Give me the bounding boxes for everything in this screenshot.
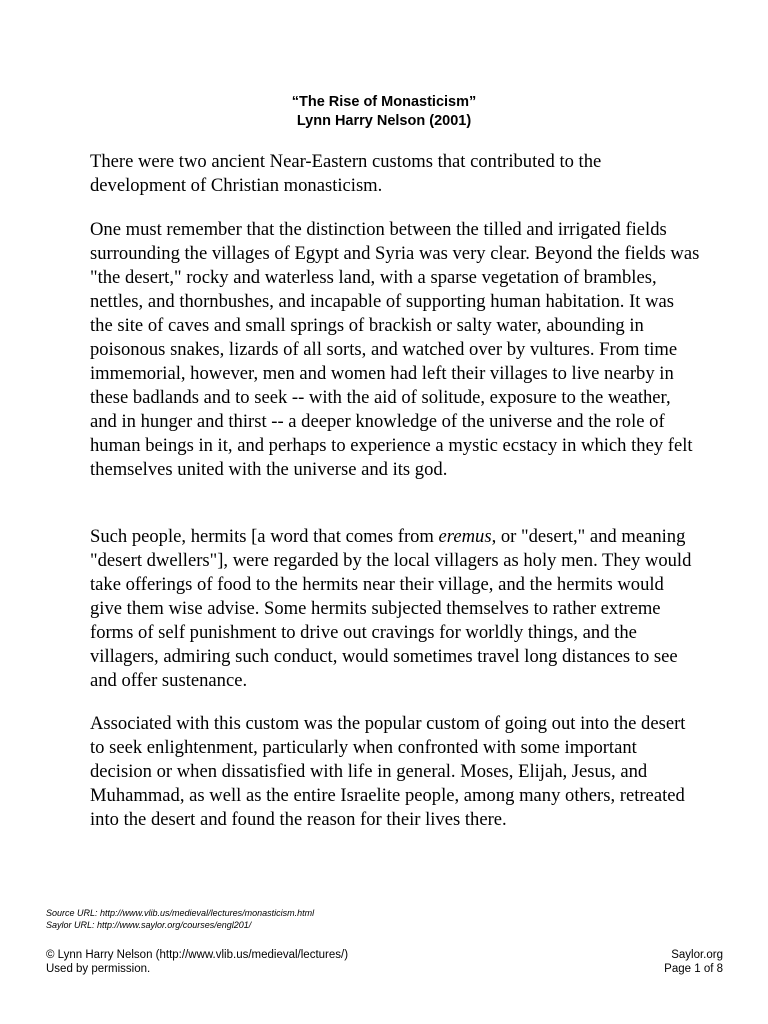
footer-right [664, 948, 723, 976]
document-title: “The Rise of Monasticism” [291, 94, 477, 110]
author-line: Lynn Harry Nelson (2001) [296, 113, 472, 129]
site-name: Saylor.org [671, 949, 723, 961]
footer-left [46, 948, 348, 976]
paragraph-3 [90, 525, 700, 693]
paragraph-3-text-end: , or "desert," and meaning "desert dwellers"], were regarded by the local villagers as holy men. They would take offerings of food to the hermits near their village, and the hermits would give them wise advise. Some hermits subjected themselves to rather extreme forms of self punishment to drive out cravings for worldly things, and the villagers, admiring such conduct, would sometimes travel long distances to see and offer sustenance. [90, 526, 692, 691]
paragraph-2: One must remember that the distinction between the tilled and irrigated fields surrounding the villages of Egypt and Syria was very clear. Beyond the fields was "the desert," rocky and waterless land, with a sparse vegetation of brambles, nettles, and thornbushes, and incapable of supporting human habitation. It was the site of caves and small springs of brackish or salty water, abounding in poisonous snakes, lizards of all sorts, and watched over by vultures. From time immemorial, however, men and women had left their villages to live nearby in these badlands and to seek -- with the aid of solitude, exposure to the weather, and in hunger and thirst -- a deeper knowledge of the universe and the role of human beings in it, and perhaps to experience a mystic ecstacy in which they felt themselves united with the universe and its god. [90, 219, 700, 480]
permission-notice: Used by permission. [46, 963, 151, 975]
saylor-url: Saylor URL: http://www.saylor.org/courses/engl201/ [46, 920, 252, 930]
italic-term: eremus [438, 526, 492, 547]
paragraph-1: There were two ancient Near-Eastern customs that contributed to the development of Christian monasticism. [90, 151, 602, 196]
title-block [0, 93, 768, 131]
page-number: Page 1 of 8 [664, 963, 723, 975]
paragraph-3-text-start: Such people, hermits [a word that comes from [90, 526, 439, 547]
source-urls [46, 907, 314, 931]
paragraph-4: Associated with this custom was the popular custom of going out into the desert to seek enlightenment, particularly when confronted with some important decision or when dissatisfied with life in general. Moses, Elijah, Jesus, and Muhammad, as well as the entire Israelite people, among many others, retreated into the desert and found the reason for their lives there. [90, 713, 686, 830]
source-url: Source URL: http://www.vlib.us/medieval/lectures/monasticism.html [46, 908, 315, 918]
copyright-notice: © Lynn Harry Nelson (http://www.vlib.us/medieval/lectures/) [46, 949, 349, 961]
